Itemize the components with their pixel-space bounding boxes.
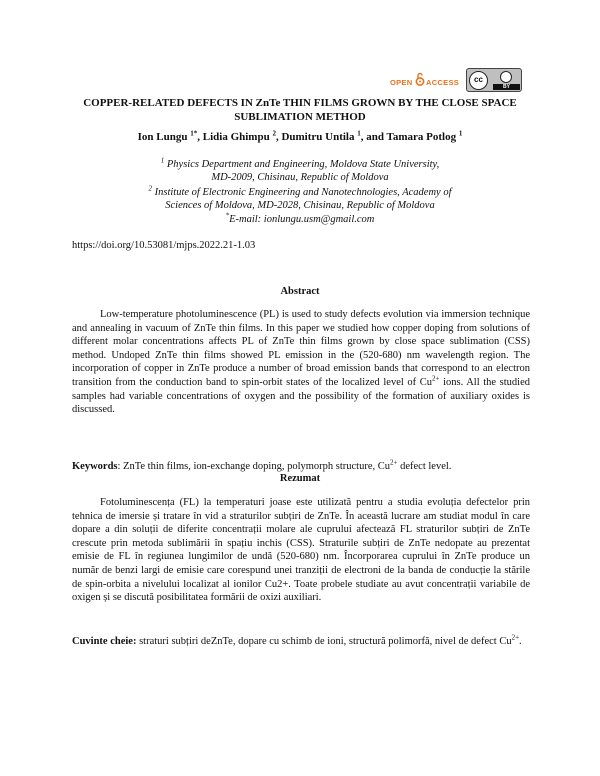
doi-link[interactable]: https://doi.org/10.53081/mjps.2022.21-1.03 <box>72 240 256 251</box>
cc-icon: cc <box>469 71 488 90</box>
open-access-label-open: OPEN <box>390 78 413 87</box>
corresponding-email[interactable]: *E-mail: ionlungu.usm@gmail.com <box>225 211 375 225</box>
rezumat-heading: Rezumat <box>279 473 321 484</box>
affiliation-2: $^2$ Institute of Electronic Engineering and Nanotechnologies, Academy of Sciences of Moldova, MD-2028, Chisinau, Republic of Moldova <box>148 184 452 211</box>
cc-by-badge[interactable] <box>466 68 522 92</box>
cuvinte-cheie-label: Cuvinte cheie: <box>72 636 137 647</box>
author-name: Dumitru Untila <box>281 131 355 143</box>
open-access-lock-icon <box>415 72 425 86</box>
keywords-label: Keywords <box>72 461 118 472</box>
license-badges <box>390 68 525 94</box>
open-access-label-access: ACCESS <box>426 78 460 87</box>
author-name: Ion Lungu <box>137 131 188 143</box>
cuvinte-cheie: Cuvinte cheie: straturi subțiri deZnTe, dopare cu schimb de ioni, structură polimorfă, nivel de defect $Cu^{2+}$. <box>72 633 522 647</box>
affiliation-1: $^1$ Physics Department and Engineering, Moldova State University, MD-2009, Chisinau, Republic of Moldova <box>160 156 440 183</box>
by-attribution-icon: BY <box>493 71 520 90</box>
abstract-body: Low-temperature photoluminescence (PL) is used to study defects evolution via immersion technique and annealing in vacuum of ZnTe thin films. In this paper we studied how copper doping from solutions of different molar concentrations affects PL of ZnTe thin films grown by close space sublimation (CSS) method. Undoped ZnTe thin films showed PL emission in the (520-680) nm wavelength region. The incorporation of copper in ZnTe produce a number of broad emission bands that correspond to an electron transition from the conduction band to spin-orbit states of the localized level of $Cu^{2+}$ ions. All the studied samples had variable concentrations of oxygen and the possibility of the formation of auxiliary oxides is discussed. <box>72 309 531 416</box>
rezumat-body: Fotoluminescența (FL) la temperaturi joase este utilizată pentru a studia evoluția defectelor prin tehnica de imersie și tratare în vid a straturilor subțiri de ZnTe. În această lucrare am studiat modul în care dopare a din soluții de diferite concentrații molare ale cuprului afectează FL straturilor subțiri de ZnTe crescute prin metoda sublimării în spațiu inchis (CSS). Straturile subțiri de ZnTe nedopate au prezentat emisie de FL în regiunea lungimilor de undă (520-680) nm. Încorporarea cuprului în ZnTe produce un număr de benzi largi de emisie care corespund unei tranziții de electroni de la banda de conducție la stările de spin-orbita a nivelului localizat al ionilor Cu2+. Toate probele studiate au avut concentrații variabile de oxigen și se discută posibilitatea formării de oxizi auxiliari. <box>72 497 530 604</box>
keywords: Keywords: ZnTe thin films, ion-exchange doping, polymorph structure, $Cu^{2+}$ defect level. <box>72 458 452 472</box>
abstract-heading: Abstract <box>280 286 320 297</box>
paper-title: COPPER-RELATED DEFECTS IN ZnTe THIN FILMS GROWN BY THE CLOSE SPACE SUBLIMATION METHOD <box>83 97 517 123</box>
author-name: Tamara Potlog <box>386 131 457 143</box>
author-name: Lidia Ghimpu <box>202 131 270 143</box>
author-list: Ion Lungu $^{1*}$, Lidia Ghimpu $^2$, Dumitru Untila $^1$, and Tamara Potlog $^1$ <box>137 129 463 143</box>
